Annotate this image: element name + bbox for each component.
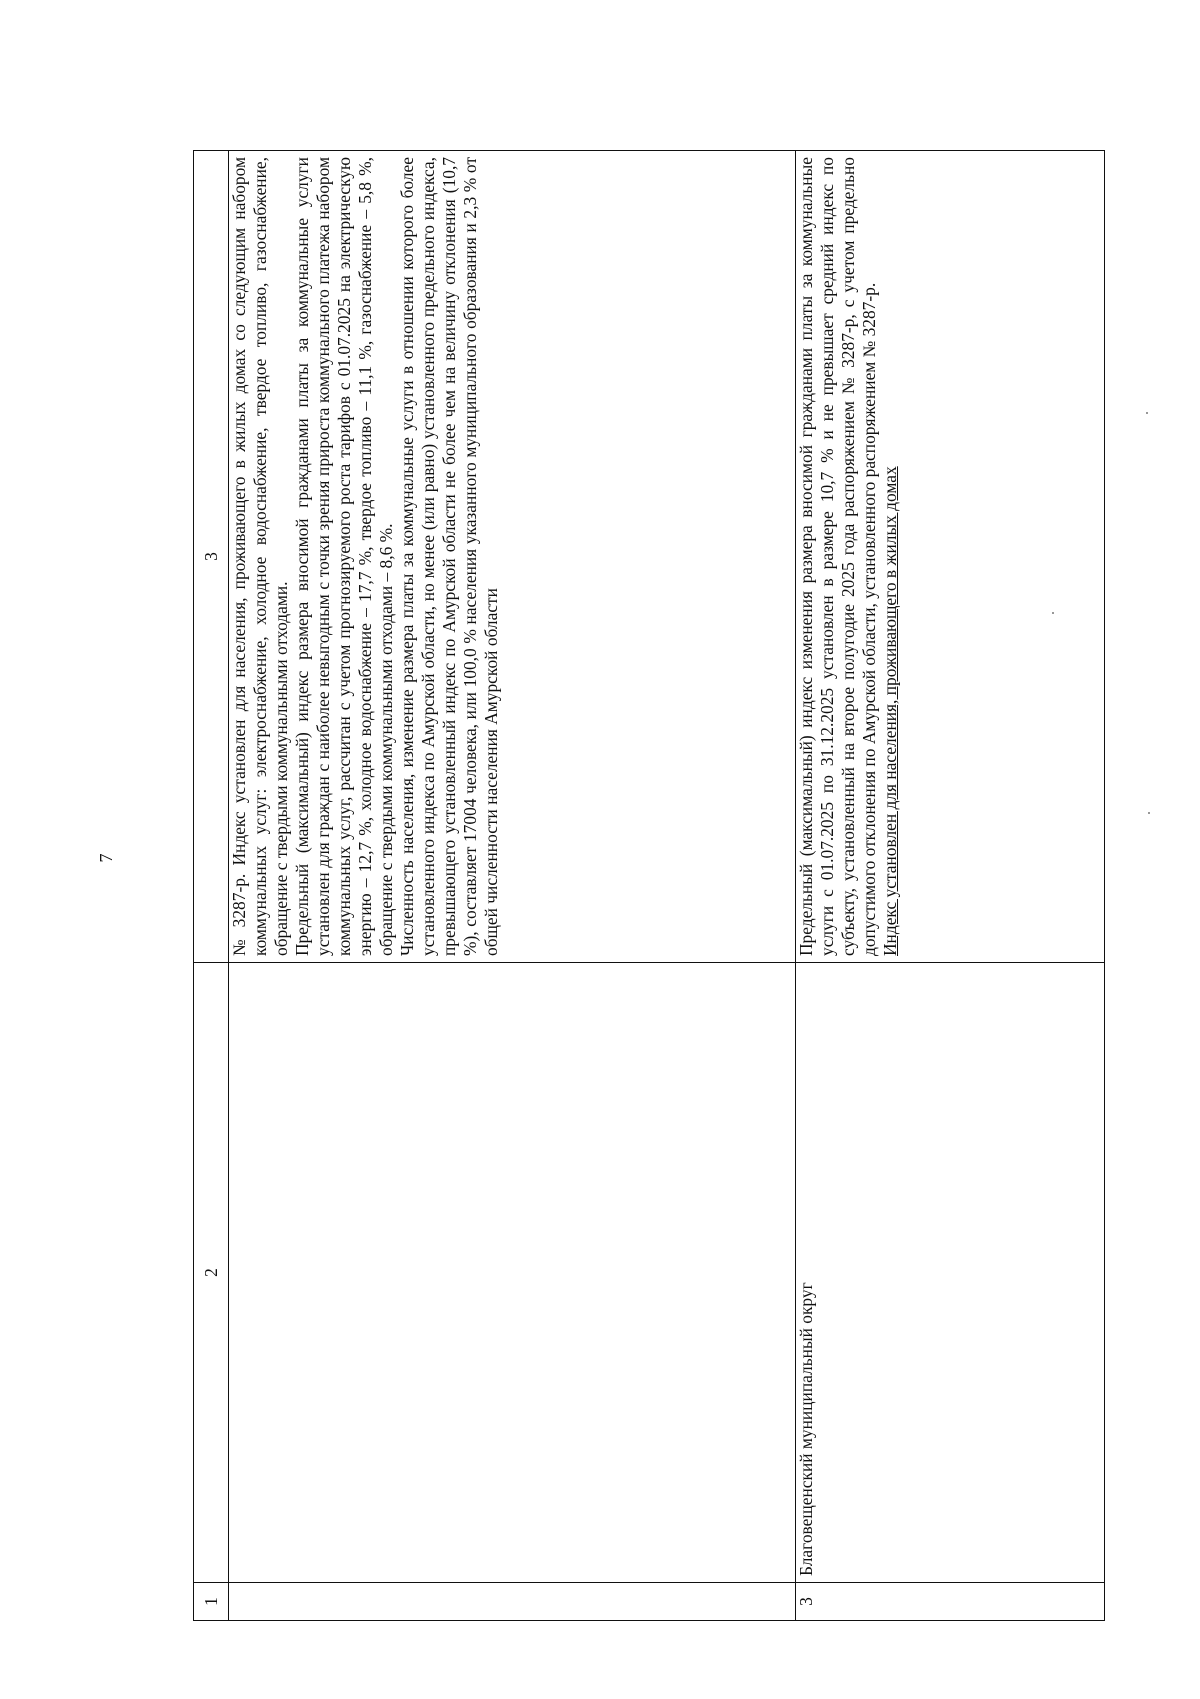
description-paragraph: № 3287-р. Индекс установлен для населения, проживающего в жилых домах со следующим набором коммунальных услуг: электроснабжение, холодное водоснабжение, твердое топливо, газоснабжение, обращение с твердыми коммунальными отходами. xyxy=(229,157,291,956)
table-header-row xyxy=(194,151,229,1621)
header-col-1: 1 xyxy=(194,1583,229,1621)
scan-speck xyxy=(1146,412,1148,414)
row-name: Благовещенский муниципальный округ xyxy=(796,963,1105,1583)
table-row xyxy=(229,151,796,1621)
table-row xyxy=(796,151,1105,1621)
scan-speck xyxy=(1052,612,1054,614)
row-number xyxy=(229,1583,796,1621)
header-col-2: 2 xyxy=(194,963,229,1583)
row-description xyxy=(796,151,1105,963)
row-name xyxy=(229,963,796,1583)
scan-speck xyxy=(1148,812,1150,814)
row-description xyxy=(229,151,796,963)
index-table xyxy=(193,150,1105,1621)
description-paragraph: Численность населения, изменение размера платы за коммунальные услуги в отношении которого более установленного индекса по Амурской области, но менее (или равно) установленного предельного индекса, превышающего установленный индекс по Амурской области не более чем на величину отклонения (10,7 %), составляет 17004 человека, или 100,0 % населения указанного муниципального образования и 2,3 % от общей численности населения Амурской области xyxy=(397,157,501,956)
header-col-3: 3 xyxy=(194,151,229,963)
description-paragraph: Предельный (максимальный) индекс размера вносимой гражданами платы за коммунальные услуги установлен для граждан с наиболее невыгодным с точки зрения прироста коммунального платежа набором коммунальных услуг, рассчитан с учетом прогнозируемого роста тарифов с 01.07.2025 на электрическую энергию – 12,7 %, холодное водоснабжение – 17,7 %, твердое топливо – 11,1 %, газоснабжение – 5,8 %, обращение с твердыми коммунальными отходами – 8,6 %. xyxy=(292,157,396,956)
row-number: 3 xyxy=(796,1583,1105,1621)
description-paragraph: Предельный (максимальный) индекс изменения размера вносимой гражданами платы за коммунальные услуги с 01.07.2025 по 31.12.2025 установлен в размере 10,7 % и не превышает средний индекс по субъекту, установленный на второе полугодие 2025 года распоряжением № 3287-р, с учетом предельно допустимого отклонения по Амурской области, установленного распоряжением № 3287-р. xyxy=(796,157,879,956)
description-paragraph: Индекс установлен для населения, проживающего в жилых домах xyxy=(880,466,900,956)
page-number: 7 xyxy=(96,853,116,863)
rotated-sheet xyxy=(193,151,1108,1621)
